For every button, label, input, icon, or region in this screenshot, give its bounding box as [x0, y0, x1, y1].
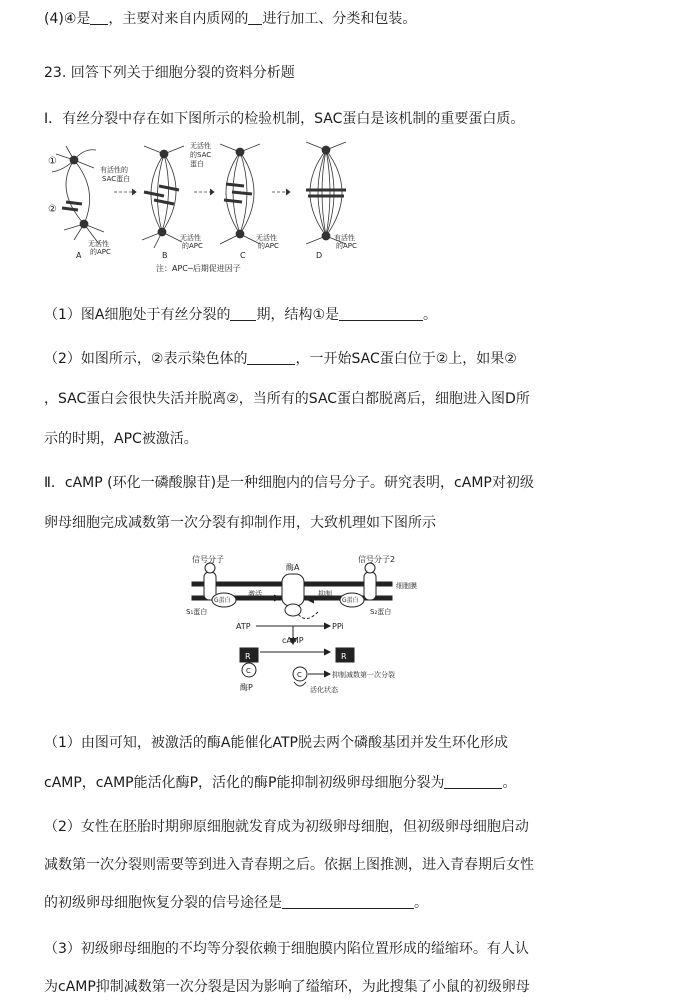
- cell-d-spindle: [306, 142, 346, 244]
- part2-q2-text-post: 。: [414, 895, 428, 911]
- signal-molecule-1-shape: [205, 563, 215, 573]
- part1-q2-line1: [44, 350, 517, 368]
- fig1-note: 注：APC─后期促进因子: [156, 264, 241, 273]
- fig1-mark-2: ②: [48, 204, 57, 215]
- cell-a-spindle: [52, 146, 104, 244]
- fig1-label-active-sac: SAC蛋白: [102, 175, 131, 183]
- part2-q2-text-pre: 的初级卵母细胞恢复分裂的信号途径是: [44, 895, 282, 911]
- cell-b-spindle: [142, 146, 184, 248]
- mitosis-checkpoint-figure: [44, 140, 374, 276]
- fig1-label-active-apc: 的APC: [336, 242, 357, 250]
- q22-part4-line: [44, 10, 416, 28]
- fig1-label-inactive-apc-a: 无活性: [88, 240, 109, 248]
- cell-c-spindle: [220, 144, 260, 244]
- q22-text-post: 进行加工、分类和包装。: [262, 11, 417, 27]
- part1-q1-text-post: 。: [423, 307, 438, 323]
- fig2-r-left: R: [245, 652, 251, 661]
- fig1-label-inactive-apc-b: 无活性: [180, 234, 201, 242]
- fig2-r-right: R: [341, 652, 347, 661]
- fig2-inhibit: 抑制: [318, 590, 332, 598]
- fig2-ppi: PPi: [332, 622, 344, 631]
- part2-q1-line2: [44, 774, 516, 792]
- fig1-label-inactive-apc-c: 的APC: [258, 242, 279, 250]
- fig1-label-inactive-apc-c: 无活性: [256, 234, 277, 242]
- camp-signaling-figure: [178, 552, 448, 700]
- part1-q1-text-mid: 期，结构①是: [256, 307, 340, 323]
- fig2-camp: cAMP: [282, 636, 304, 645]
- fig1-cell-label-a: A: [76, 251, 82, 260]
- answer-blank[interactable]: [248, 10, 262, 25]
- part2-intro-line1: Ⅱ．cAMP (环化一磷酸腺苷)是一种细胞内的信号分子。研究表明，cAMP对初级: [44, 475, 534, 491]
- q23-title: 23. 回答下列关于细胞分裂的资料分析题: [44, 65, 295, 81]
- fig2-signal1: 信号分子: [192, 555, 224, 564]
- part2-q2-line2: 减数第一次分裂则需要等到进入青春期之后。依据上图推测，进入青春期后女性: [44, 857, 534, 873]
- fig2-s1: S₁蛋白: [186, 608, 208, 616]
- fig2-atp: ATP: [236, 622, 251, 631]
- part1-q2-line2: ，SAC蛋白会很快失活并脱离②，当所有的SAC蛋白都脱离后，细胞进入图D所: [44, 391, 530, 407]
- fig2-inhibit-meiosis: 抑制减数第一次分裂: [332, 671, 395, 679]
- fig2-membrane: 细胞膜: [396, 582, 417, 590]
- fig1-cell-label-b: B: [162, 251, 168, 260]
- answer-blank[interactable]: [444, 774, 502, 789]
- part1-intro: Ⅰ．有丝分裂中存在如下图所示的检验机制，SAC蛋白是该机制的重要蛋白质。: [44, 111, 525, 127]
- fig1-label-inactive-sac: 蛋白: [190, 160, 204, 168]
- part1-q2-text-pre: （2）如图所示，②表示染色体的: [44, 351, 248, 367]
- part1-q1: [44, 306, 437, 324]
- q22-text-mid: ，主要对来自内质网的: [108, 11, 249, 27]
- fig2-c-right: C: [297, 671, 302, 679]
- fig1-label-inactive-sac: 的SAC: [190, 151, 212, 159]
- part1-q2-text-post: ，一开始SAC蛋白位于②上，如果②: [295, 351, 517, 367]
- answer-blank[interactable]: [247, 350, 295, 365]
- fig1-cell-label-d: D: [316, 251, 323, 260]
- fig1-label-active-apc: 有活性: [334, 234, 355, 242]
- fig1-label-active-sac: 有活性的: [100, 166, 128, 174]
- part2-q1-line1: （1）由图可知，被激活的酶A能催化ATP脱去两个磷酸基团并发生环化形成: [44, 735, 508, 751]
- answer-blank[interactable]: [282, 894, 414, 909]
- part2-q2-line3: [44, 894, 428, 912]
- fig2-activated: 活化状态: [310, 686, 338, 694]
- answer-blank[interactable]: [339, 306, 423, 321]
- answer-blank[interactable]: [90, 10, 108, 25]
- fig2-signal2: 信号分子2: [358, 555, 396, 564]
- s2-protein-shape: [364, 572, 376, 600]
- fig2-g-protein-right: G蛋白: [342, 597, 359, 604]
- part1-q2-line3: 示的时期，APC被激活。: [44, 431, 198, 447]
- answer-blank[interactable]: [230, 306, 256, 321]
- fig2-enzyme-p: 酶P: [240, 683, 253, 692]
- enzyme-a-shape: [282, 574, 304, 606]
- part2-intro-line2: 卵母细胞完成减数第一次分裂有抑制作用，大致机理如下图所示: [44, 515, 436, 531]
- signal-molecule-2-shape: [365, 563, 375, 573]
- fig2-activate: 激活: [248, 590, 262, 598]
- fig1-label-inactive-apc-b: 的APC: [182, 242, 203, 250]
- fig2-s2: S₂蛋白: [370, 608, 392, 616]
- fig1-cell-label-c: C: [240, 251, 246, 260]
- fig1-label-inactive-apc-a: 的APC: [90, 248, 111, 256]
- fig2-c-left: C: [246, 667, 251, 675]
- fig1-label-inactive-sac: 无活性: [190, 142, 211, 150]
- part2-q1-text-post: 。: [502, 775, 517, 791]
- part2-q1-text-pre: cAMP，cAMP能活化酶P，活化的酶P能抑制初级卵母细胞分裂为: [44, 775, 445, 791]
- part2-q2-line1: （2）女性在胚胎时期卵原细胞就发育成为初级卵母细胞，但初级卵母细胞启动: [44, 819, 529, 835]
- fig2-g-protein-left: G蛋白: [214, 597, 231, 604]
- part2-q3-line1: （3）初级卵母细胞的不均等分裂依赖于细胞膜内陷位置形成的缢缩环。有人认: [44, 941, 529, 957]
- part1-q1-text-pre: （1）图A细胞处于有丝分裂的: [44, 307, 231, 323]
- fig2-enzyme-a: 酶A: [286, 563, 300, 572]
- fig1-mark-1: ①: [48, 156, 57, 167]
- part2-q3-line2: 为cAMP抑制减数第一次分裂是因为影响了缢缩环，为此搜集了小鼠的初级卵母: [44, 979, 530, 995]
- q22-text-pre: (4)④是: [44, 11, 91, 27]
